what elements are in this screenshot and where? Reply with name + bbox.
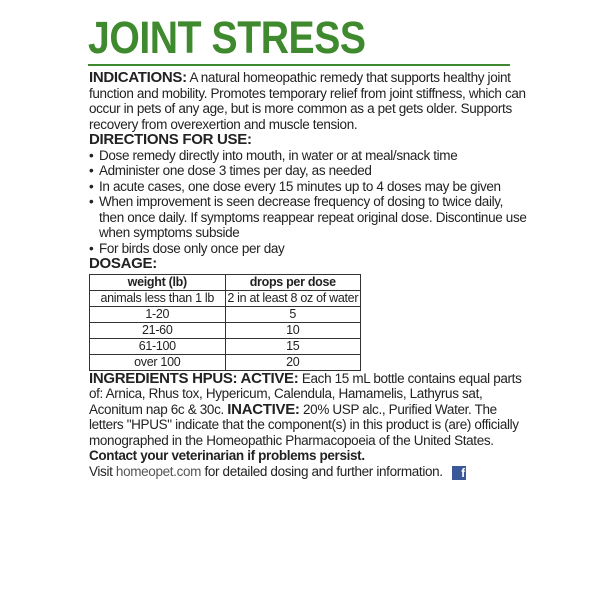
indications-section [89,70,529,132]
weight-cell: 61-100 [90,338,226,354]
directions-list [89,148,529,257]
ingredients-section [89,371,529,449]
dosage-header-row [90,274,361,290]
drops-cell: 10 [225,322,360,338]
weight-cell: 1-20 [90,306,226,322]
directions-heading: DIRECTIONS FOR USE: [89,131,252,148]
title-divider [88,64,510,66]
dosage-heading: DOSAGE: [89,255,157,272]
table-row [90,290,361,306]
drops-cell: 20 [225,354,360,370]
ingredients-active-text: Each 15 mL bottle contains equal parts of: Arnica, Rhus tox, Hypericum, Calendula, Hamamelis, Lathyrus sat, Aconitum nap 6c & 30c. [89,370,522,417]
website-link[interactable]: homeopet.com [115,463,202,479]
visit-prefix: Visit [89,463,113,479]
ingredients-active-heading: INGREDIENTS HPUS: ACTIVE: [89,369,299,387]
directions-item: • In acute cases, one dose every 15 minutes up to 4 doses may be given [89,179,529,195]
weight-cell: animals less than 1 lb [90,290,226,306]
directions-item: • For birds dose only once per day [89,241,529,257]
weight-cell: 21-60 [90,322,226,338]
table-row [90,306,361,322]
directions-item: • When improvement is seen decrease frequency of dosing to twice daily, then once daily. If symptoms reappear repeat original dose. Discontinue use when symptoms subside [89,194,529,241]
table-row [90,354,361,370]
column-header-weight: weight (lb) [90,274,226,290]
table-row [90,338,361,354]
drops-cell: 15 [225,338,360,354]
directions-item: • Dose remedy directly into mouth, in water or at meal/snack time [89,148,529,164]
visit-suffix: for detailed dosing and further information. [204,463,443,479]
label-content [89,70,529,480]
ingredients-inactive-text: 20% USP alc., Purified Water. The letters "HPUS" indicate that the component(s) in this product is (are) officially monographed in the Homeopathic Pharmacopoeia of the United States. [89,401,519,448]
dosage-table [89,274,361,371]
product-title: JOINT STRESS [88,12,366,63]
drops-cell: 5 [225,306,360,322]
visit-line [89,464,529,480]
directions-item: • Administer one dose 3 times per day, as needed [89,163,529,179]
indications-heading: INDICATIONS: [89,69,187,86]
indications-text: A natural homeopathic remedy that supports healthy joint function and mobility. Promotes temporary relief from joint stiffness, which can occur in pets of any age, but is more common as a pet gets older. Supports recovery from overexertion and muscle tension. [89,70,526,132]
weight-cell: over 100 [90,354,226,370]
ingredients-inactive-heading: INACTIVE: [227,400,300,418]
table-row [90,322,361,338]
drops-cell: 2 in at least 8 oz of water [225,290,360,306]
facebook-icon[interactable]: f [452,466,466,480]
contact-note: Contact your veterinarian if problems persist. [89,448,365,463]
column-header-drops: drops per dose [225,274,360,290]
